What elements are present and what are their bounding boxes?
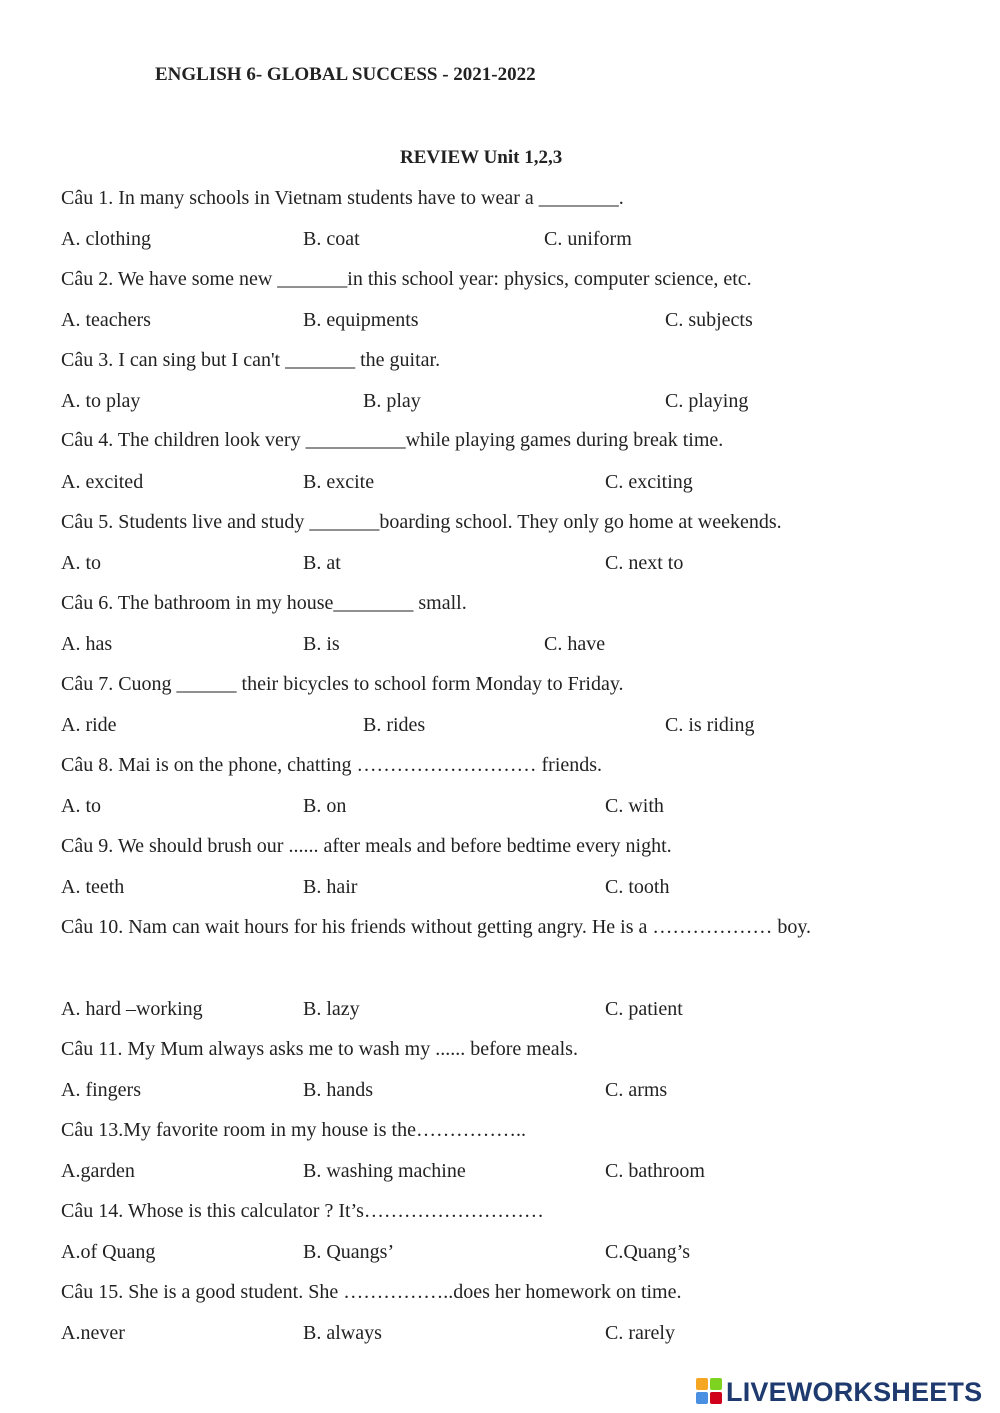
- question-text: Câu 15. She is a good student. She ……………..does her homework on time.: [61, 1281, 682, 1303]
- question-text: Câu 6. The bathroom in my house________ small.: [61, 592, 467, 614]
- answer-option-a[interactable]: A. clothing: [61, 228, 151, 250]
- answer-option-a[interactable]: A. excited: [61, 471, 144, 493]
- question-text: Câu 3. I can sing but I can't _______ the guitar.: [61, 349, 441, 371]
- document-title: ENGLISH 6- GLOBAL SUCCESS - 2021-2022: [155, 64, 536, 85]
- answer-option-b[interactable]: B. rides: [363, 714, 426, 736]
- answer-option-a[interactable]: A. to: [61, 795, 101, 817]
- answer-option-a[interactable]: A. to: [61, 552, 101, 574]
- answer-option-b[interactable]: B. play: [363, 390, 421, 412]
- answer-option-a[interactable]: A. fingers: [61, 1079, 141, 1101]
- answer-option-c[interactable]: C. exciting: [605, 471, 693, 493]
- answer-option-b[interactable]: B. excite: [303, 471, 375, 493]
- answer-option-c[interactable]: C. arms: [605, 1079, 668, 1101]
- answer-option-b[interactable]: B. coat: [303, 228, 360, 250]
- answer-option-b[interactable]: B. lazy: [303, 998, 360, 1020]
- liveworksheets-logo-text: LIVEWORKSHEETS: [726, 1377, 983, 1407]
- question-text: Câu 13.My favorite room in my house is the……………..: [61, 1119, 526, 1141]
- answer-option-a[interactable]: A.of Quang: [61, 1241, 156, 1263]
- answer-option-b[interactable]: B. washing machine: [303, 1160, 466, 1182]
- answer-option-c[interactable]: C. tooth: [605, 876, 670, 898]
- question-text: Câu 5. Students live and study _______boarding school. They only go home at weekends.: [61, 511, 782, 533]
- document-subtitle: REVIEW Unit 1,2,3: [400, 147, 563, 168]
- answer-option-c[interactable]: C. patient: [605, 998, 683, 1020]
- answer-option-c[interactable]: C. bathroom: [605, 1160, 705, 1182]
- answer-option-c[interactable]: C. uniform: [544, 228, 632, 250]
- answer-option-a[interactable]: A. has: [61, 633, 113, 655]
- question-text: Câu 8. Mai is on the phone, chatting ……………………… friends.: [61, 754, 603, 776]
- answer-option-a[interactable]: A. teachers: [61, 309, 151, 331]
- answer-option-c[interactable]: C.Quang’s: [605, 1241, 690, 1263]
- answer-option-c[interactable]: C. have: [544, 633, 606, 655]
- answer-option-b[interactable]: B. always: [303, 1322, 382, 1344]
- answer-option-a[interactable]: A.garden: [61, 1160, 135, 1182]
- answer-option-c[interactable]: C. with: [605, 795, 664, 817]
- answer-option-b[interactable]: B. Quangs’: [303, 1241, 395, 1263]
- question-text: Câu 11. My Mum always asks me to wash my ...... before meals.: [61, 1038, 578, 1060]
- answer-option-b[interactable]: B. hands: [303, 1079, 373, 1101]
- answer-option-c[interactable]: C. subjects: [665, 309, 753, 331]
- question-text: Câu 9. We should brush our ...... after meals and before bedtime every night.: [61, 835, 672, 857]
- answer-option-a[interactable]: A. teeth: [61, 876, 125, 898]
- answer-option-b[interactable]: B. equipments: [303, 309, 419, 331]
- logo-square-icon: [710, 1392, 722, 1404]
- answer-option-b[interactable]: B. on: [303, 795, 347, 817]
- logo-square-icon: [696, 1378, 708, 1390]
- liveworksheets-logo-icon: [696, 1378, 724, 1406]
- question-text: Câu 14. Whose is this calculator ? It’s………………………: [61, 1200, 544, 1222]
- answer-option-b[interactable]: B. hair: [303, 876, 358, 898]
- question-text: Câu 10. Nam can wait hours for his friends without getting angry. He is a ……………… boy.: [61, 916, 812, 938]
- answer-option-a[interactable]: A. to play: [61, 390, 141, 412]
- logo-square-icon: [710, 1378, 722, 1390]
- question-text: Câu 4. The children look very __________while playing games during break time.: [61, 429, 724, 451]
- question-text: Câu 2. We have some new _______in this school year: physics, computer science, etc.: [61, 268, 752, 290]
- liveworksheets-logo[interactable]: [696, 1375, 982, 1409]
- answer-option-c[interactable]: C. next to: [605, 552, 684, 574]
- answer-option-a[interactable]: A.never: [61, 1322, 125, 1344]
- answer-option-c[interactable]: C. playing: [665, 390, 749, 412]
- answer-option-c[interactable]: C. rarely: [605, 1322, 675, 1344]
- answer-option-a[interactable]: A. hard –working: [61, 998, 203, 1020]
- answer-option-b[interactable]: B. is: [303, 633, 340, 655]
- answer-option-c[interactable]: C. is riding: [665, 714, 755, 736]
- answer-option-a[interactable]: A. ride: [61, 714, 117, 736]
- question-text: Câu 7. Cuong ______ their bicycles to school form Monday to Friday.: [61, 673, 624, 695]
- logo-square-icon: [696, 1392, 708, 1404]
- answer-option-b[interactable]: B. at: [303, 552, 341, 574]
- question-text: Câu 1. In many schools in Vietnam students have to wear a ________.: [61, 187, 624, 209]
